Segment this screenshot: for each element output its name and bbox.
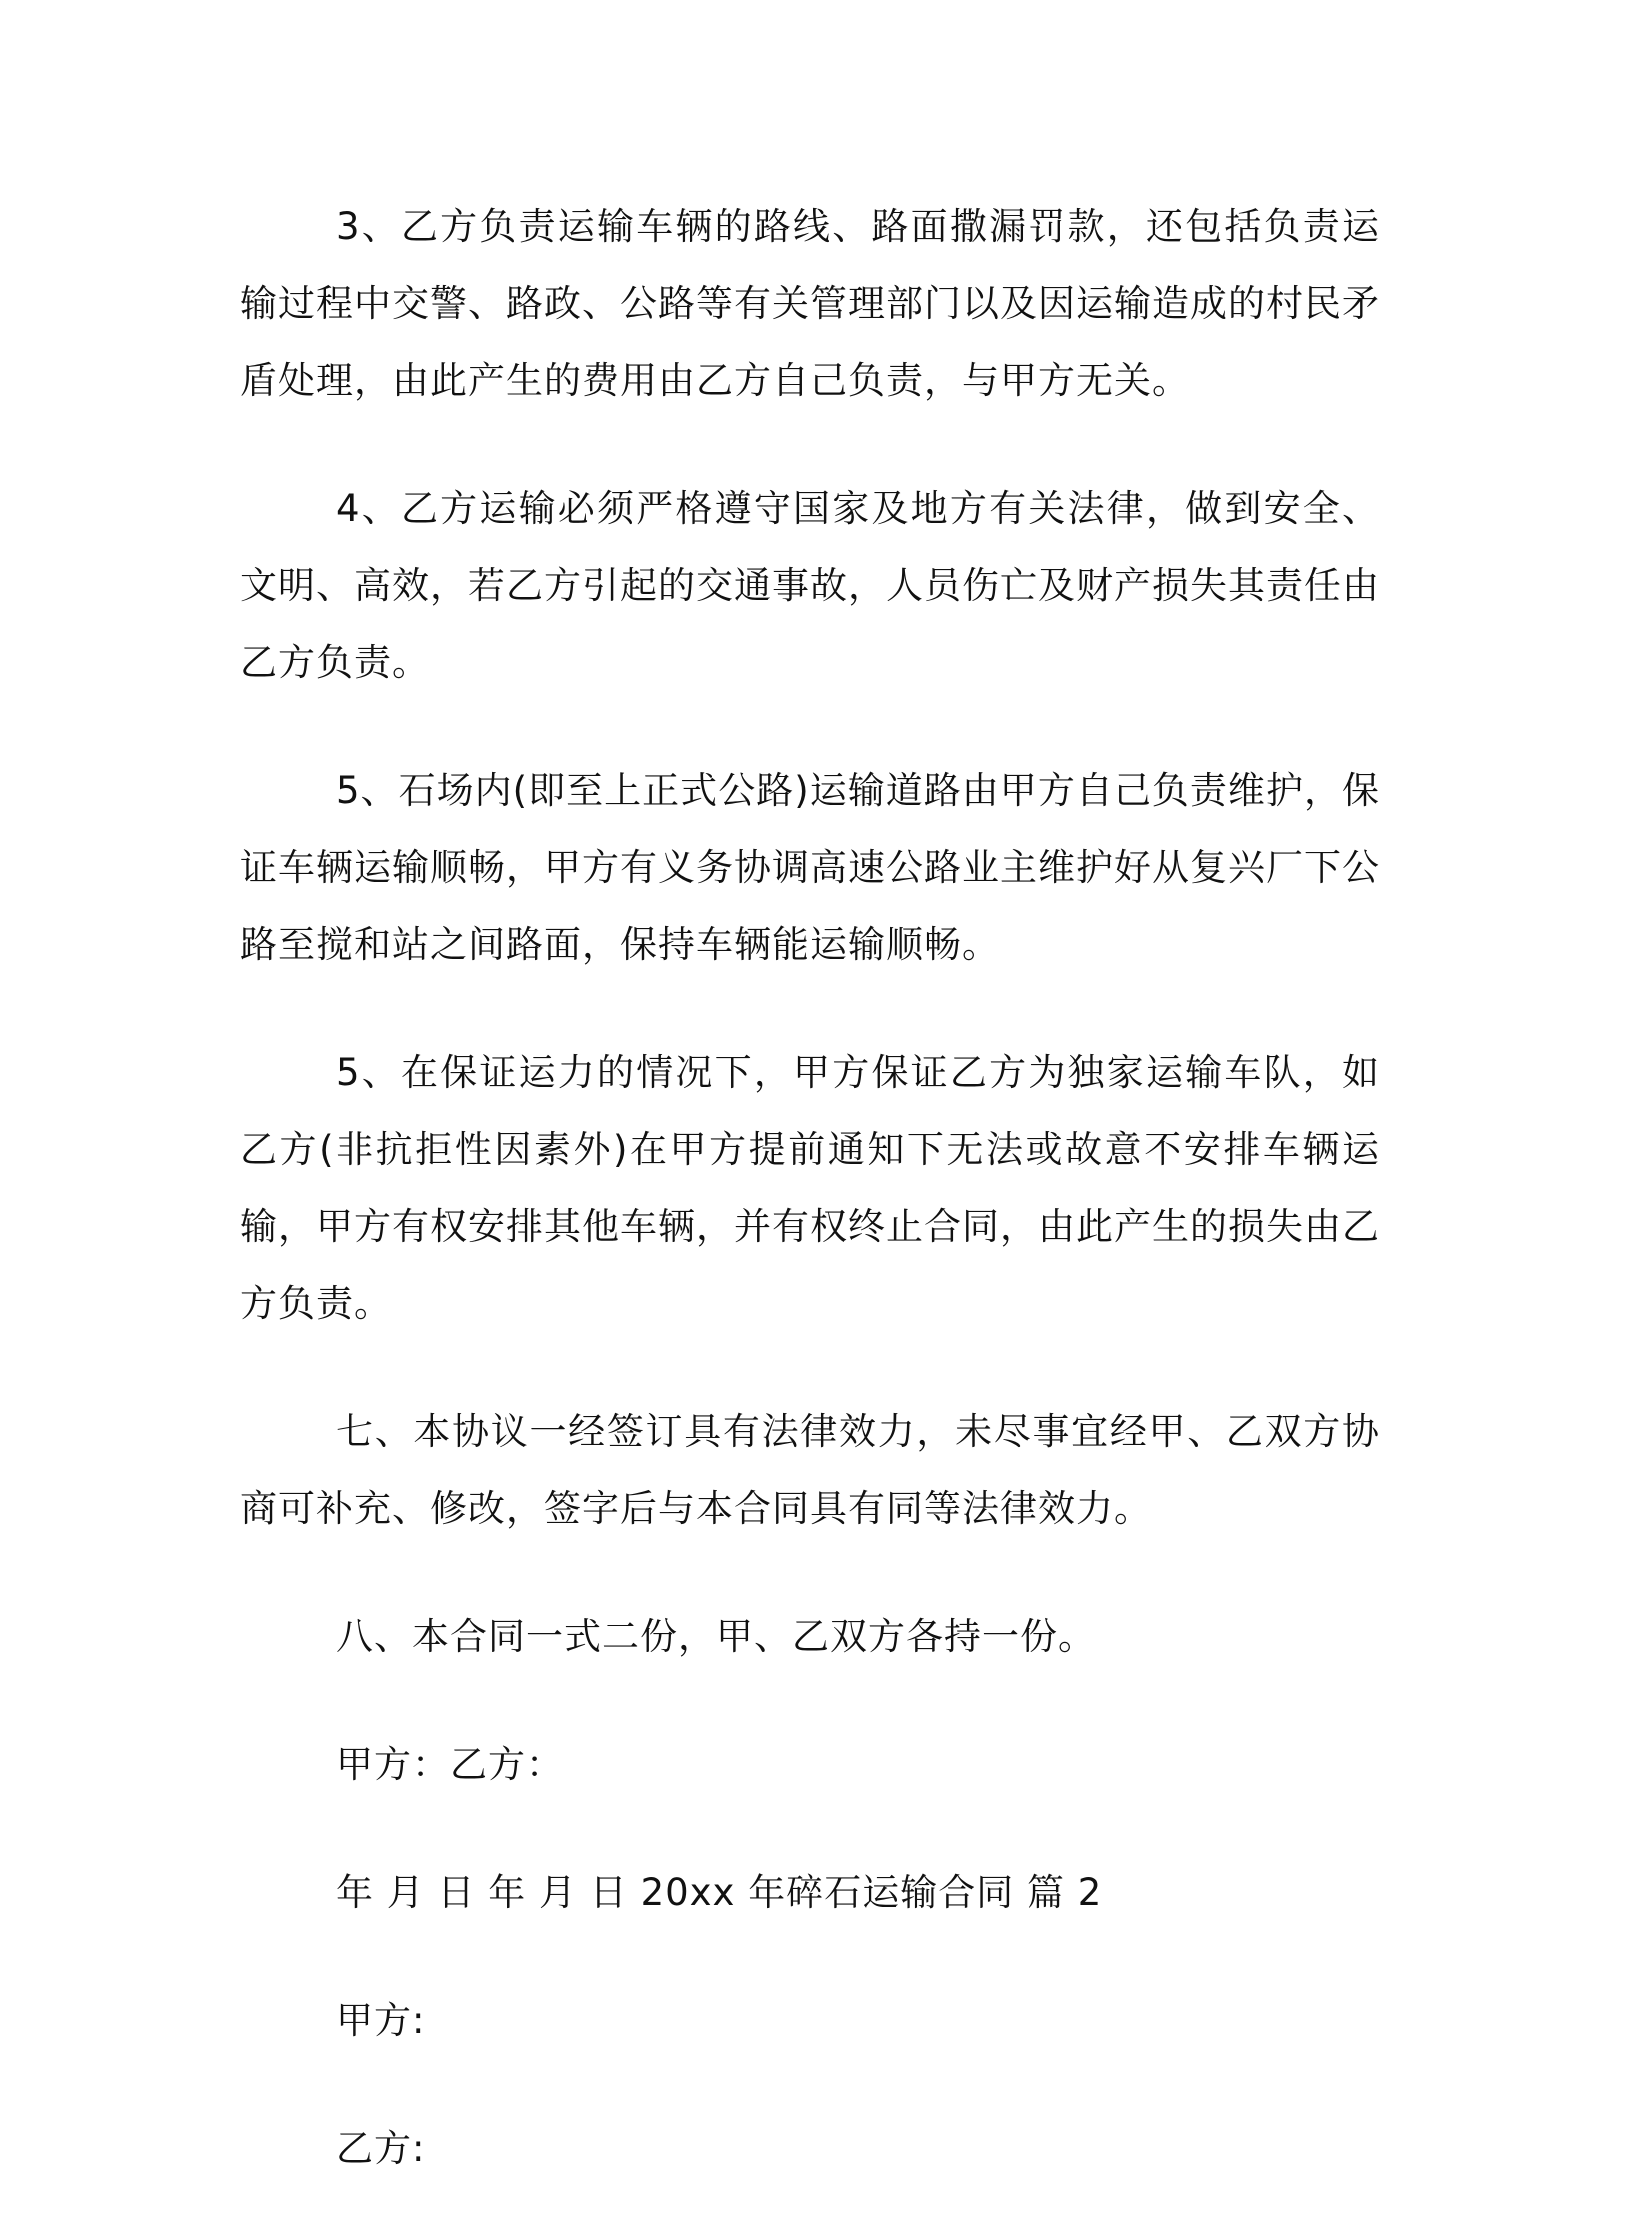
party-a-label: 甲方: xyxy=(336,1999,426,2042)
clause-5-road-maintenance: 5、石场内(即至上正式公路)运输道路由甲方自己负责维护，保证车辆运输顺畅，甲方有义务协调高速公路业主维护好从复兴厂下公路至搅和站之间路面，保持车辆能运输顺畅。 xyxy=(240,769,1380,966)
clause-5-exclusive-transport: 5、在保证运力的情况下，甲方保证乙方为独家运输车队，如乙方(非抗拒性因素外)在甲方提前通知下无法或故意不安排车辆运输，甲方有权安排其他车辆，并有权终止合同，由此产生的损失由乙方负责。 xyxy=(240,1051,1380,1325)
clause-7: 七、本协议一经签订具有法律效力，未尽事宜经甲、乙双方协商可补充、修改，签字后与本合同具有同等法律效力。 xyxy=(240,1410,1380,1530)
clause-8: 八、本合同一式二份，甲、乙双方各持一份。 xyxy=(336,1615,1096,1658)
date-and-section-heading: 年 月 日 年 月 日 20xx 年碎石运输合同 篇 2 xyxy=(336,1871,1103,1914)
signature-parties: 甲方：乙方： xyxy=(336,1743,564,1786)
party-b-label: 乙方: xyxy=(336,2127,426,2170)
clause-3: 3、乙方负责运输车辆的路线、路面撒漏罚款，还包括负责运输过程中交警、路政、公路等有关管理部门以及因运输造成的村民矛盾处理，由此产生的费用由乙方自己负责，与甲方无关。 xyxy=(240,205,1380,402)
clause-4: 4、乙方运输必须严格遵守国家及地方有关法律，做到安全、文明、高效，若乙方引起的交通事故，人员伤亡及财产损失其责任由乙方负责。 xyxy=(240,487,1380,684)
document-body xyxy=(240,188,1380,2238)
